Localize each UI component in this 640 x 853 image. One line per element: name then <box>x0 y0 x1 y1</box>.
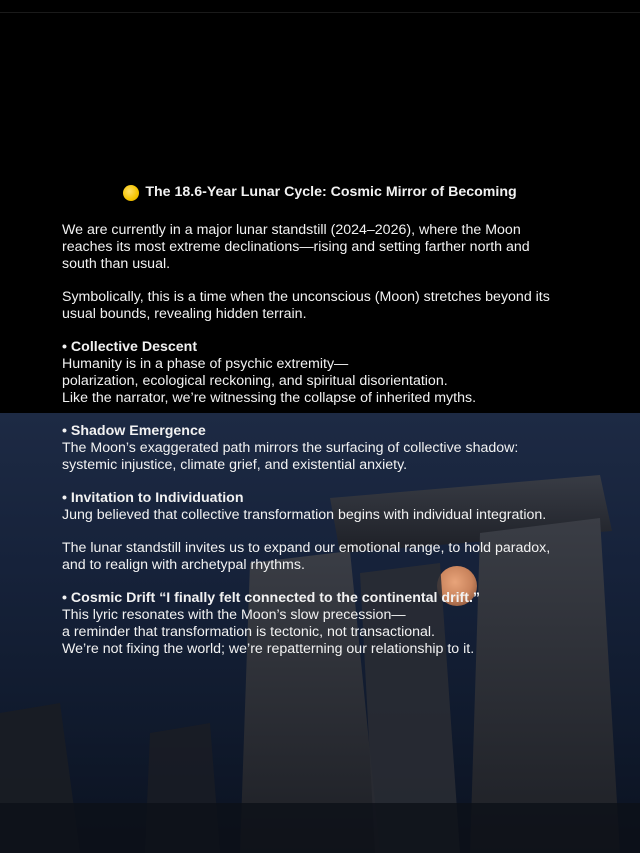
article-content <box>62 184 622 674</box>
yellow-circle-icon <box>123 185 139 201</box>
title-text: The 18.6-Year Lunar Cycle: Cosmic Mirror of Becoming <box>145 184 517 200</box>
section-cosmic-drift: • Cosmic Drift “I finally felt connected to the continental drift.” This lyric resonates with the Moon’s slow precession— a reminder that transformation is tectonic, not transactional. We’re not fixing the world; we’re repatterning our relationship to it. <box>62 590 622 658</box>
section-heading: • Shadow Emergence <box>62 423 206 439</box>
intro-paragraph-2: Symbolically, this is a time when the unconscious (Moon) stretches beyond its usual bounds, revealing hidden terrain. <box>62 289 550 322</box>
section-invitation-to-individuation: • Invitation to Individuation Jung believed that collective transformation begins with individual integration. <box>62 490 622 524</box>
section-heading: • Collective Descent <box>62 339 198 355</box>
intro-paragraph-1: We are currently in a major lunar standstill (2024–2026), where the Moon reaches its most extreme declinations—rising and setting farther north and south than usual. <box>62 222 530 272</box>
section-heading: • Cosmic Drift “I finally felt connected to the continental drift.” <box>62 590 481 606</box>
top-divider <box>0 12 640 13</box>
section-collective-descent: • Collective Descent Humanity is in a phase of psychic extremity— polarization, ecological reckoning, and spiritual disorientation. Like the narrator, we’re witnessing the collapse of inherited myths. <box>62 339 622 407</box>
paragraph-lunar-standstill: The lunar standstill invites us to expand our emotional range, to hold paradox, and to realign with archetypal rhythms. <box>62 540 551 573</box>
section-heading: • Invitation to Individuation <box>62 490 244 506</box>
page-title <box>0 184 640 201</box>
section-shadow-emergence: • Shadow Emergence The Moon’s exaggerated path mirrors the surfacing of collective shadow: systemic injustice, climate grief, and existential anxiety. <box>62 423 622 474</box>
